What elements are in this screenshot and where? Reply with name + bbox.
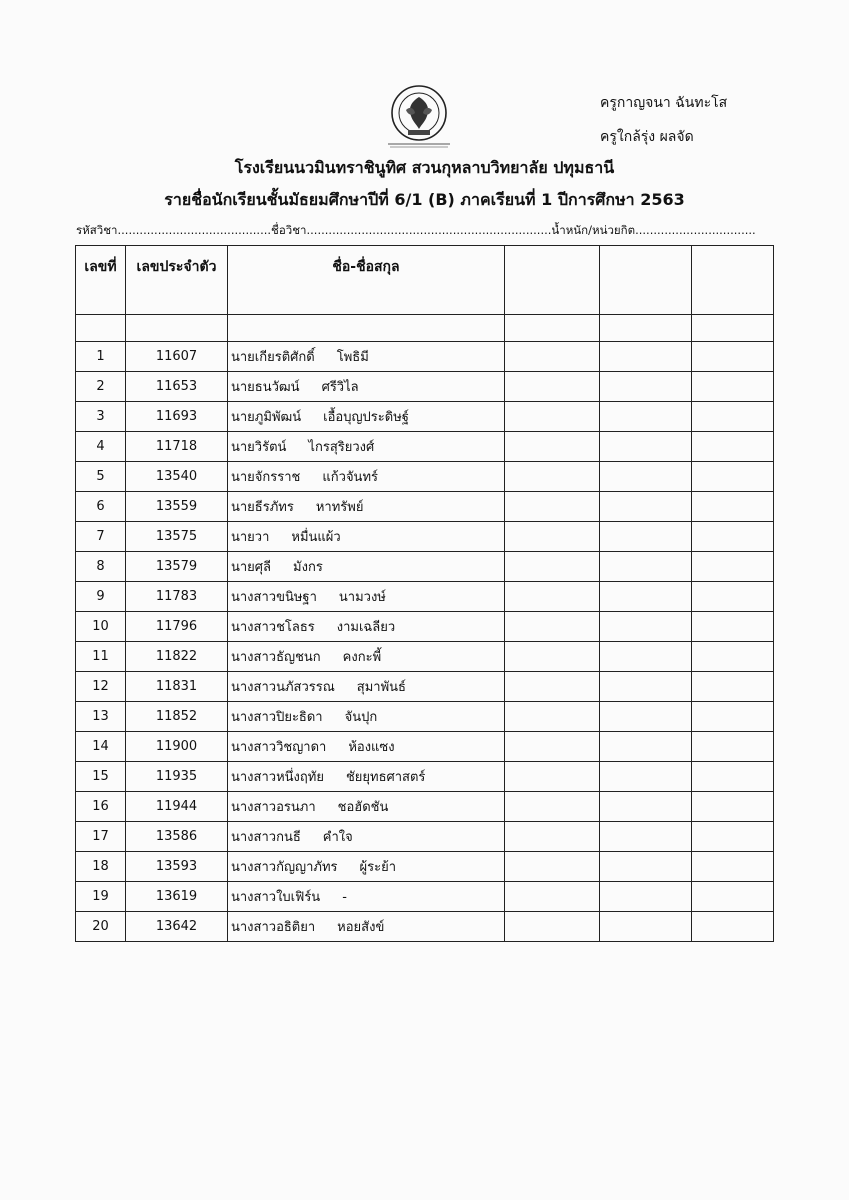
student-first-name: นางสาวกัญญาภัทร <box>231 860 338 875</box>
table-row <box>76 882 774 912</box>
blank-cell <box>505 852 600 882</box>
student-last-name: ชัยยุทธศาสตร์ <box>345 770 426 785</box>
row-number: 12 <box>76 672 126 702</box>
table-row <box>76 492 774 522</box>
column-header-blank-2 <box>600 246 692 315</box>
student-id: 11653 <box>126 372 228 402</box>
student-name <box>228 642 505 672</box>
student-name <box>228 582 505 612</box>
column-header-blank-3 <box>692 246 774 315</box>
student-name <box>228 732 505 762</box>
row-number: 3 <box>76 402 126 432</box>
student-first-name: นายธีรภัทร <box>231 500 294 515</box>
student-roster-table <box>75 245 774 942</box>
blank-cell <box>600 402 692 432</box>
student-last-name: คำใจ <box>322 830 353 845</box>
blank-cell <box>505 492 600 522</box>
row-number: 20 <box>76 912 126 942</box>
table-row <box>76 612 774 642</box>
blank-cell <box>505 882 600 912</box>
student-last-name: งามเฉลียว <box>336 620 396 635</box>
table-row <box>76 342 774 372</box>
student-last-name: แก้วจันทร์ <box>322 470 378 485</box>
blank-cell <box>692 372 774 402</box>
student-id: 11822 <box>126 642 228 672</box>
student-first-name: นางสาวปิยะธิดา <box>231 710 323 725</box>
student-id: 11693 <box>126 402 228 432</box>
blank-cell <box>505 432 600 462</box>
blank-cell <box>505 702 600 732</box>
student-id: 13575 <box>126 522 228 552</box>
student-id: 13593 <box>126 852 228 882</box>
school-title: โรงเรียนนวมินทราชินูทิศ สวนกุหลาบวิทยาลัย ปทุมธานี <box>234 158 615 177</box>
blank-cell <box>505 762 600 792</box>
subject-code-label: รหัสวิชา <box>76 223 118 237</box>
blank-cell <box>692 582 774 612</box>
student-id: 11831 <box>126 672 228 702</box>
student-first-name: นางสาวขนิษฐา <box>231 590 317 605</box>
student-first-name: นางสาววิชญาดา <box>231 740 327 755</box>
student-last-name: จันปุก <box>344 710 378 725</box>
student-last-name: โพธิมี <box>336 350 369 365</box>
student-id: 13642 <box>126 912 228 942</box>
student-first-name: นายภูมิพัฒน์ <box>231 410 302 425</box>
blank-cell <box>505 402 600 432</box>
blank-cell <box>692 702 774 732</box>
student-first-name: นางสาวชโลธร <box>231 620 315 635</box>
student-name <box>228 372 505 402</box>
row-number: 17 <box>76 822 126 852</box>
blank-cell <box>692 342 774 372</box>
student-id: 11944 <box>126 792 228 822</box>
blank-cell <box>505 792 600 822</box>
student-last-name: ผู้ระย้า <box>359 860 397 875</box>
student-name <box>228 522 505 552</box>
table-header-row <box>76 246 774 315</box>
table-row <box>76 912 774 942</box>
student-first-name: นายวิรัตน์ <box>231 440 287 455</box>
table-row <box>76 672 774 702</box>
list-title: รายชื่อนักเรียนชั้นมัธยมศึกษาปีที่ 6/1 (B) ภาคเรียนที่ 1 ปีการศึกษา 2563 <box>164 190 685 209</box>
table-row <box>76 732 774 762</box>
table-row <box>76 402 774 432</box>
student-name <box>228 342 505 372</box>
blank-cell <box>505 552 600 582</box>
student-id: 13540 <box>126 462 228 492</box>
student-name <box>228 402 505 432</box>
blank-cell <box>600 552 692 582</box>
blank-cell <box>505 462 600 492</box>
student-last-name: สุมาพันธ์ <box>356 680 406 695</box>
blank-cell <box>692 552 774 582</box>
blank-cell <box>600 882 692 912</box>
blank-cell <box>600 642 692 672</box>
student-last-name: - <box>342 890 347 905</box>
row-number: 19 <box>76 882 126 912</box>
blank-cell <box>692 522 774 552</box>
blank-cell <box>505 582 600 612</box>
row-number: 8 <box>76 552 126 582</box>
student-last-name: ชอฮัดชัน <box>337 800 389 815</box>
blank-cell <box>505 612 600 642</box>
student-name <box>228 762 505 792</box>
blank-cell <box>692 792 774 822</box>
blank-cell <box>505 642 600 672</box>
blank-cell <box>600 432 692 462</box>
blank-cell <box>692 432 774 462</box>
student-last-name: ห้องแซง <box>348 740 395 755</box>
student-first-name: นางสาวหนึ่งฤทัย <box>231 770 324 785</box>
table-row <box>76 582 774 612</box>
column-header-student-id: เลขประจำตัว <box>126 246 228 315</box>
teacher-name-2: ครูใกล้รุ่ง ผลจัด <box>600 129 694 145</box>
student-name <box>228 912 505 942</box>
table-row <box>76 432 774 462</box>
table-row <box>76 462 774 492</box>
blank-cell <box>600 852 692 882</box>
student-id: 13579 <box>126 552 228 582</box>
roster-body <box>76 342 774 942</box>
credit-weight-label: น้ำหนัก/หน่วยกิต <box>551 223 636 237</box>
blank-cell <box>505 672 600 702</box>
table-row <box>76 702 774 732</box>
student-id: 11783 <box>126 582 228 612</box>
row-number: 7 <box>76 522 126 552</box>
subject-name-label: ชื่อวิชา <box>271 223 307 237</box>
student-id: 11900 <box>126 732 228 762</box>
row-number: 4 <box>76 432 126 462</box>
row-number: 9 <box>76 582 126 612</box>
blank-cell <box>692 462 774 492</box>
student-id: 13586 <box>126 822 228 852</box>
blank-cell <box>505 342 600 372</box>
student-name <box>228 552 505 582</box>
student-name <box>228 822 505 852</box>
blank-cell <box>505 912 600 942</box>
student-first-name: นางสาวอธิติยา <box>231 920 316 935</box>
student-last-name: หาทรัพย์ <box>315 500 364 515</box>
student-name <box>228 882 505 912</box>
table-row <box>76 822 774 852</box>
table-row <box>76 642 774 672</box>
student-first-name: นางสาวนภัสวรรณ <box>231 680 335 695</box>
table-row <box>76 762 774 792</box>
blank-cell <box>505 822 600 852</box>
blank-cell <box>600 612 692 642</box>
student-first-name: นายศุลี <box>231 560 272 575</box>
school-seal-icon <box>384 80 454 150</box>
column-header-full-name: ชื่อ-ชื่อสกุล <box>228 246 505 315</box>
table-row <box>76 552 774 582</box>
blank-cell <box>600 372 692 402</box>
table-row <box>76 522 774 552</box>
blank-cell <box>692 762 774 792</box>
student-first-name: นายเกียรติศักดิ์ <box>231 350 315 365</box>
student-first-name: นายวา <box>231 530 270 545</box>
student-first-name: นางสาวกนธี <box>231 830 301 845</box>
student-first-name: นางสาวใบเฟิร์น <box>231 890 321 905</box>
teacher-names <box>600 86 727 154</box>
row-number: 13 <box>76 702 126 732</box>
blank-cell <box>600 732 692 762</box>
student-name <box>228 492 505 522</box>
student-first-name: นางสาวอรนภา <box>231 800 316 815</box>
student-last-name: คงกะพี้ <box>342 650 382 665</box>
blank-cell <box>600 822 692 852</box>
row-number: 6 <box>76 492 126 522</box>
table-row <box>76 792 774 822</box>
row-number: 15 <box>76 762 126 792</box>
student-name <box>228 702 505 732</box>
student-id: 11852 <box>126 702 228 732</box>
blank-cell <box>600 522 692 552</box>
blank-cell <box>692 672 774 702</box>
blank-cell <box>692 882 774 912</box>
student-last-name: นามวงษ์ <box>338 590 386 605</box>
student-id: 11607 <box>126 342 228 372</box>
row-number: 2 <box>76 372 126 402</box>
student-last-name: ศรีวิไล <box>321 380 359 395</box>
table-row <box>76 852 774 882</box>
blank-cell <box>692 402 774 432</box>
blank-cell <box>692 912 774 942</box>
table-row <box>76 372 774 402</box>
student-name <box>228 462 505 492</box>
row-number: 16 <box>76 792 126 822</box>
student-last-name: หมื่นแผ้ว <box>291 530 341 545</box>
teacher-name-1: ครูกาญจนา ฉันทะโส <box>600 95 728 111</box>
blank-cell <box>600 462 692 492</box>
row-number: 1 <box>76 342 126 372</box>
student-first-name: นางสาวธัญชนก <box>231 650 321 665</box>
student-id: 13619 <box>126 882 228 912</box>
blank-cell <box>505 372 600 402</box>
row-number: 11 <box>76 642 126 672</box>
row-number: 5 <box>76 462 126 492</box>
student-id: 11718 <box>126 432 228 462</box>
blank-cell <box>692 492 774 522</box>
blank-cell <box>600 672 692 702</box>
blank-cell <box>692 852 774 882</box>
column-header-number: เลขที่ <box>76 246 126 315</box>
blank-cell <box>505 522 600 552</box>
student-id: 13559 <box>126 492 228 522</box>
student-name <box>228 852 505 882</box>
blank-cell <box>692 612 774 642</box>
blank-cell <box>692 732 774 762</box>
student-name <box>228 792 505 822</box>
blank-cell <box>600 582 692 612</box>
student-name <box>228 432 505 462</box>
student-last-name: ไกรสุริยวงศ์ <box>308 440 375 455</box>
student-id: 11935 <box>126 762 228 792</box>
blank-cell <box>600 762 692 792</box>
blank-cell <box>600 492 692 522</box>
blank-cell <box>600 342 692 372</box>
student-name <box>228 612 505 642</box>
column-header-blank-1 <box>505 246 600 315</box>
blank-cell <box>505 732 600 762</box>
student-id: 11796 <box>126 612 228 642</box>
blank-cell <box>692 642 774 672</box>
spacer-row <box>76 315 774 342</box>
student-last-name: มังกร <box>293 560 323 575</box>
subject-fields: รหัสวิชา..........................................ชื่อวิชา...................................................................น้ำหนัก/หน่วยกิต................................. <box>76 223 756 237</box>
row-number: 10 <box>76 612 126 642</box>
student-first-name: นายธนวัฒน์ <box>231 380 300 395</box>
blank-cell <box>600 792 692 822</box>
row-number: 14 <box>76 732 126 762</box>
row-number: 18 <box>76 852 126 882</box>
blank-cell <box>600 702 692 732</box>
blank-cell <box>600 912 692 942</box>
student-first-name: นายจักรราช <box>231 470 301 485</box>
student-last-name: เอื้อบุญประดิษฐ์ <box>323 410 409 425</box>
blank-cell <box>692 822 774 852</box>
student-name <box>228 672 505 702</box>
student-last-name: หอยสังข์ <box>337 920 385 935</box>
